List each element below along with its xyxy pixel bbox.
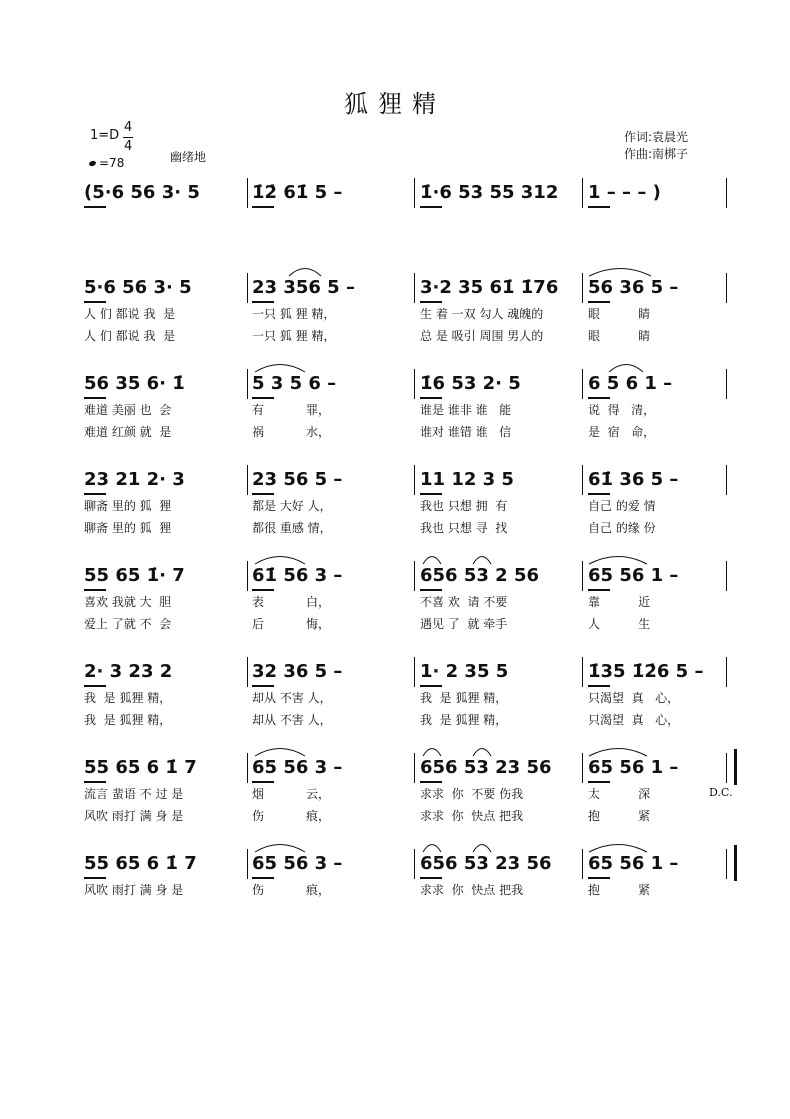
lyric-line: 抱 紧 xyxy=(588,883,651,897)
measure-notes: 1̇35 1̇2̇6 5 – xyxy=(588,661,704,682)
measure-notes: 61̇ 36 5 – xyxy=(588,469,679,490)
slur-mark xyxy=(254,361,306,373)
eighth-beam xyxy=(252,206,274,208)
eighth-beam xyxy=(588,685,610,687)
lyric-line: 我 是 狐狸 精， xyxy=(84,713,172,727)
slur-mark xyxy=(588,841,648,853)
barline xyxy=(582,753,583,783)
lyric-line: 不喜 欢 请 不要 xyxy=(420,595,508,609)
eighth-beam xyxy=(420,877,442,879)
eighth-beam xyxy=(420,397,442,399)
lyric-line: 有 罪， xyxy=(252,403,330,417)
barline xyxy=(247,178,248,208)
lyric-line: 风吹 雨打 满 身 是 xyxy=(84,883,184,897)
final-barline xyxy=(734,749,737,785)
measure-notes: 1̇·6 53 55 312 xyxy=(420,182,559,203)
score-system xyxy=(0,469,790,549)
da-capo-mark: D.C. xyxy=(709,786,733,799)
end-barline xyxy=(726,273,727,303)
slur-mark xyxy=(288,265,322,277)
composer-credit: 作曲:南梆子 xyxy=(624,147,689,161)
song-title: 狐狸精 xyxy=(344,90,446,118)
measure-notes: 65 56 1 – xyxy=(588,565,679,586)
slur-mark xyxy=(254,553,306,565)
measure-notes: 5·6 56 3· 5 xyxy=(84,277,192,298)
end-barline xyxy=(726,849,727,879)
measure-notes: 5 3 5 6 – xyxy=(252,373,337,394)
lyric-line: 喜欢 我就 大 胆 xyxy=(84,595,172,609)
measure-notes: 55 65 1̇· 7 xyxy=(84,565,185,586)
lyric-line: 难道 美丽 也 会 xyxy=(84,403,172,417)
lyric-line: 烟 云， xyxy=(252,787,330,801)
slur-mark xyxy=(472,841,492,853)
measure-notes: 65 56 1 – xyxy=(588,853,679,874)
barline xyxy=(247,561,248,591)
lyric-line: 聊斋 里的 狐 狸 xyxy=(84,499,172,513)
barline xyxy=(414,369,415,399)
barline xyxy=(414,178,415,208)
final-barline xyxy=(734,845,737,881)
eighth-beam xyxy=(252,685,274,687)
lyric-line: 自己 的爱 情 xyxy=(588,499,656,513)
slur-mark xyxy=(422,745,442,757)
lyric-line: 伤 痕， xyxy=(252,883,330,897)
lyric-line: 人 们 都说 我 是 xyxy=(84,329,176,343)
barline xyxy=(247,465,248,495)
eighth-beam xyxy=(252,397,274,399)
barline xyxy=(247,849,248,879)
barline xyxy=(582,369,583,399)
barline xyxy=(247,753,248,783)
lyric-line: 却从 不害 人， xyxy=(252,691,332,705)
slur-mark xyxy=(472,745,492,757)
lyric-line: 我也 只想 拥 有 xyxy=(420,499,508,513)
tempo-mark: =78 xyxy=(99,156,125,170)
barline xyxy=(247,273,248,303)
end-barline xyxy=(726,369,727,399)
eighth-beam xyxy=(252,301,274,303)
lyric-line: 祸 水， xyxy=(252,425,330,439)
barline xyxy=(414,465,415,495)
lyric-line: 只渴望 真 心， xyxy=(588,691,680,705)
eighth-beam xyxy=(84,589,106,591)
lyric-line: 总 是 吸引 周围 男人的 xyxy=(420,329,544,343)
end-barline xyxy=(726,465,727,495)
lyric-line: 只渴望 真 心， xyxy=(588,713,680,727)
eighth-beam xyxy=(420,301,442,303)
lyric-line: 后 悔， xyxy=(252,617,330,631)
end-barline xyxy=(726,753,727,783)
end-barline xyxy=(726,657,727,687)
eighth-beam xyxy=(252,493,274,495)
barline xyxy=(247,369,248,399)
eighth-beam xyxy=(588,781,610,783)
measure-notes: 65 56 3 – xyxy=(252,757,343,778)
lyric-line: 抱 紧 xyxy=(588,809,651,823)
score-system xyxy=(0,661,790,741)
measure-notes: 23 56 5 – xyxy=(252,469,343,490)
lyric-line: 聊斋 里的 狐 狸 xyxy=(84,521,172,535)
slur-mark xyxy=(608,361,644,373)
expression-mark: 幽绪地 xyxy=(170,150,207,164)
lyric-line: 伤 痕， xyxy=(252,809,330,823)
barline xyxy=(414,849,415,879)
measure-notes: 32 36 5 – xyxy=(252,661,343,682)
eighth-beam xyxy=(588,206,610,208)
barline xyxy=(582,657,583,687)
measure-notes: 65 56 1 – xyxy=(588,757,679,778)
eighth-beam xyxy=(252,589,274,591)
end-barline xyxy=(726,178,727,208)
eighth-beam xyxy=(84,781,106,783)
lyric-line: 求求 你 快点 把我 xyxy=(420,883,524,897)
lyric-line: 眼 睛 xyxy=(588,307,651,321)
measure-notes: 65 56 3 – xyxy=(252,853,343,874)
lyric-line: 靠 近 xyxy=(588,595,651,609)
measure-notes: 23 356 5 – xyxy=(252,277,355,298)
lyric-line: 我也 只想 寻 找 xyxy=(420,521,508,535)
slur-mark xyxy=(422,553,442,565)
eighth-beam xyxy=(84,206,106,208)
slur-mark xyxy=(422,841,442,853)
lyric-line: 求求 你 不要 伤我 xyxy=(420,787,524,801)
score-system xyxy=(0,277,790,357)
measure-notes: (5·6 56 3· 5 xyxy=(84,182,200,203)
measure-notes: 56 36 5 – xyxy=(588,277,679,298)
lyric-line: 求求 你 快点 把我 xyxy=(420,809,524,823)
eighth-beam xyxy=(420,781,442,783)
time-signature-top: 4 xyxy=(124,120,133,135)
eighth-beam xyxy=(588,397,610,399)
lyric-line: 我 是 狐狸 精， xyxy=(84,691,172,705)
time-signature-bottom: 4 xyxy=(124,139,133,154)
barline xyxy=(414,273,415,303)
eighth-beam xyxy=(420,493,442,495)
eighth-beam xyxy=(84,493,106,495)
measure-notes: 11 12 3 5 xyxy=(420,469,514,490)
lyric-line: 都很 重感 情， xyxy=(252,521,332,535)
lyric-line: 遇见 了 就 牵手 xyxy=(420,617,508,631)
eighth-beam xyxy=(588,877,610,879)
lyric-line: 眼 睛 xyxy=(588,329,651,343)
measure-notes: 1̇2̇ 61̇ 5 – xyxy=(252,182,343,203)
lyric-line: 一只 狐 狸 精， xyxy=(252,329,336,343)
lyric-line: 都是 大好 人， xyxy=(252,499,332,513)
lyric-line: 表 白， xyxy=(252,595,330,609)
eighth-beam xyxy=(420,206,442,208)
lyric-line: 说 得 清， xyxy=(588,403,656,417)
measure-notes: 6 5 6 1 – xyxy=(588,373,673,394)
lyric-line: 我 是 狐狸 精， xyxy=(420,691,508,705)
lyric-line: 我 是 狐狸 精， xyxy=(420,713,508,727)
measure-notes: 55 65 6 1̇ 7 xyxy=(84,757,197,778)
eighth-beam xyxy=(84,685,106,687)
barline xyxy=(582,561,583,591)
time-signature-line xyxy=(123,137,133,138)
lyric-line: 谁是 谁非 谁 能 xyxy=(420,403,512,417)
barline xyxy=(414,753,415,783)
score-system xyxy=(0,182,790,262)
lyric-line: 流言 蜚语 不 过 是 xyxy=(84,787,184,801)
score-system xyxy=(0,853,790,933)
eighth-beam xyxy=(252,781,274,783)
measure-notes: 3·2 35 61̇ 1̇76 xyxy=(420,277,559,298)
score-system xyxy=(0,757,790,837)
barline xyxy=(247,657,248,687)
eighth-beam xyxy=(84,877,106,879)
lyric-line: 爱上 了就 不 会 xyxy=(84,617,172,631)
score-system xyxy=(0,373,790,453)
measure-notes: 55 65 6 1̇ 7 xyxy=(84,853,197,874)
lyric-line: 生 着 一双 勾人 魂魄的 xyxy=(420,307,544,321)
measure-notes: 61̇ 56 3 – xyxy=(252,565,343,586)
barline xyxy=(582,178,583,208)
eighth-beam xyxy=(84,397,106,399)
lyricist-credit: 作词:袁晨光 xyxy=(624,130,689,144)
measure-notes: 656 53 2 56 xyxy=(420,565,539,586)
measure-notes: 656 53 23 56 xyxy=(420,757,552,778)
measure-notes: 56 35 6· 1̇ xyxy=(84,373,185,394)
lyric-line: 风吹 雨打 满 身 是 xyxy=(84,809,184,823)
lyric-line: 谁对 谁错 谁 信 xyxy=(420,425,512,439)
lyric-line: 人 生 xyxy=(588,617,651,631)
eighth-beam xyxy=(588,493,610,495)
lyric-line: 难道 红颜 就 是 xyxy=(84,425,172,439)
measure-notes: 1· 2 35 5 xyxy=(420,661,509,682)
measure-notes: 1̇6 53 2· 5 xyxy=(420,373,521,394)
measure-notes: 656 53 23 56 xyxy=(420,853,552,874)
lyric-line: 是 宿 命， xyxy=(588,425,656,439)
measure-notes: 2· 3 23 2 xyxy=(84,661,173,682)
barline xyxy=(414,561,415,591)
eighth-beam xyxy=(588,589,610,591)
slur-mark xyxy=(254,841,306,853)
barline xyxy=(582,465,583,495)
barline xyxy=(414,657,415,687)
quarter-note-icon xyxy=(88,160,96,167)
eighth-beam xyxy=(588,301,610,303)
slur-mark xyxy=(254,745,306,757)
slur-mark xyxy=(588,553,648,565)
score-system xyxy=(0,565,790,645)
slur-mark xyxy=(588,265,652,277)
lyric-line: 一只 狐 狸 精， xyxy=(252,307,336,321)
slur-mark xyxy=(588,745,648,757)
barline xyxy=(582,273,583,303)
lyric-line: 太 深 xyxy=(588,787,651,801)
end-barline xyxy=(726,561,727,591)
eighth-beam xyxy=(84,301,106,303)
slur-mark xyxy=(472,553,492,565)
eighth-beam xyxy=(420,589,442,591)
key-signature: 1=D xyxy=(90,128,120,143)
lyric-line: 自己 的缘 份 xyxy=(588,521,656,535)
lyric-line: 人 们 都说 我 是 xyxy=(84,307,176,321)
barline xyxy=(582,849,583,879)
measure-notes: 23 21 2· 3 xyxy=(84,469,185,490)
lyric-line: 却从 不害 人， xyxy=(252,713,332,727)
eighth-beam xyxy=(420,685,442,687)
measure-notes: 1 – – – ) xyxy=(588,182,661,203)
eighth-beam xyxy=(252,877,274,879)
